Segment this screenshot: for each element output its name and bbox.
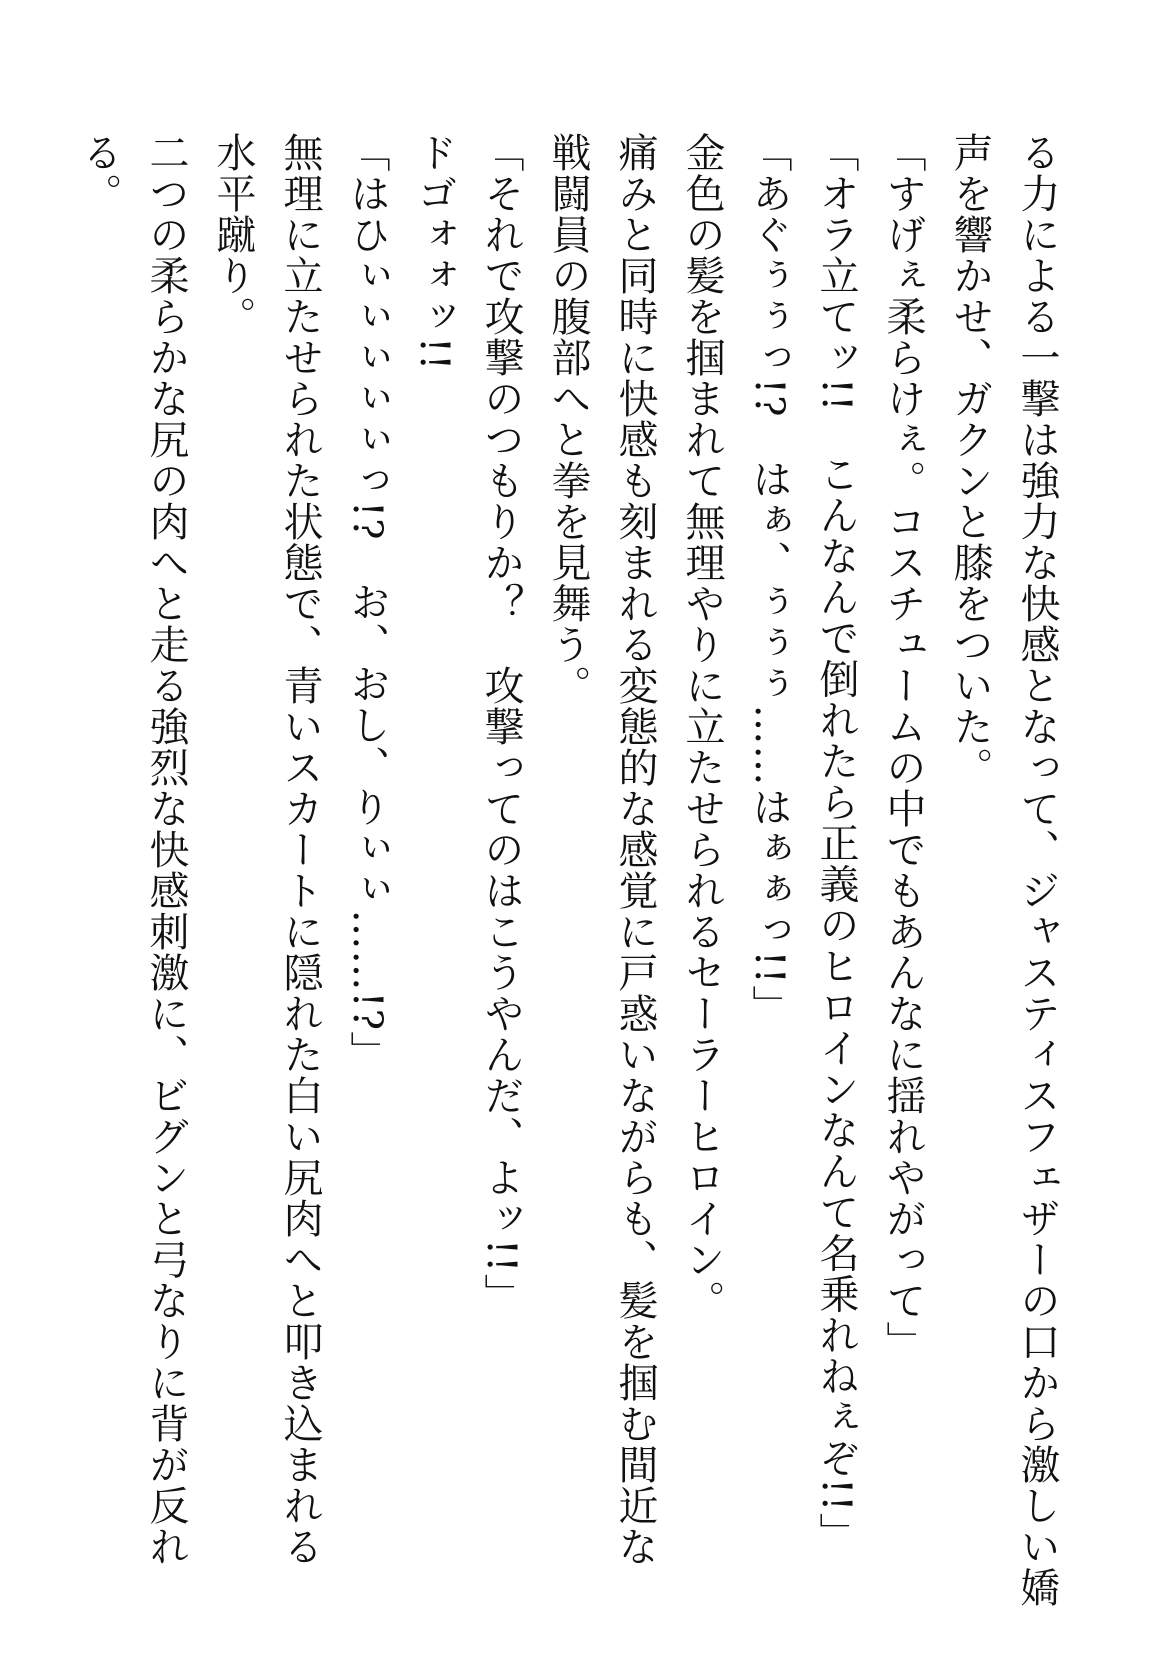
- text-line: 「はひぃぃぃぃぃっ!? お、おし、りぃぃ……!?」: [344, 132, 390, 1073]
- text-line: 痛みと同時に快感も刻まれる変態的な感覚に戸惑いながらも、髪を掴む間近な: [612, 132, 658, 1567]
- text-line: る力による一撃は強力な快感となって、ジャスティスフェザーの口から激しい嬌: [1014, 132, 1060, 1608]
- text-line: 「オラ立てッ!! こんなんで倒れたら正義のヒロインなんて名乗れねぇぞ!!」: [813, 132, 859, 1554]
- text-line: 水平蹴り。: [210, 132, 256, 337]
- vertical-text-body: [65, 132, 1070, 1608]
- text-line: 声を響かせ、ガクンと膝をついた。: [947, 132, 993, 788]
- text-line: 「すげぇ柔らけぇ。コスチュームの中でもあんなに揺れやがって」: [880, 132, 926, 1362]
- text-line: 「あぐぅぅっ!? はぁ、ぅぅぅ……はぁぁっ!!」: [746, 132, 792, 1026]
- text-line: 二つの柔らかな尻の肉へと走る強烈な快感刺激に、ビグンと弓なりに背が反れ: [143, 132, 189, 1567]
- text-line: ドゴォォッ!!: [411, 132, 457, 372]
- text-line: 金色の髪を掴まれて無理やりに立たせられるセーラーヒロイン。: [679, 132, 725, 1321]
- text-line: る。: [76, 132, 122, 214]
- text-line: 「それで攻撃のつもりか？ 攻撃ってのはこうやんだ、よッ!!」: [478, 132, 524, 1315]
- text-line: 戦闘員の腹部へと拳を見舞う。: [545, 132, 591, 706]
- text-line: 無理に立たせられた状態で、青いスカートに隠れた白い尻肉へと叩き込まれる: [277, 132, 323, 1567]
